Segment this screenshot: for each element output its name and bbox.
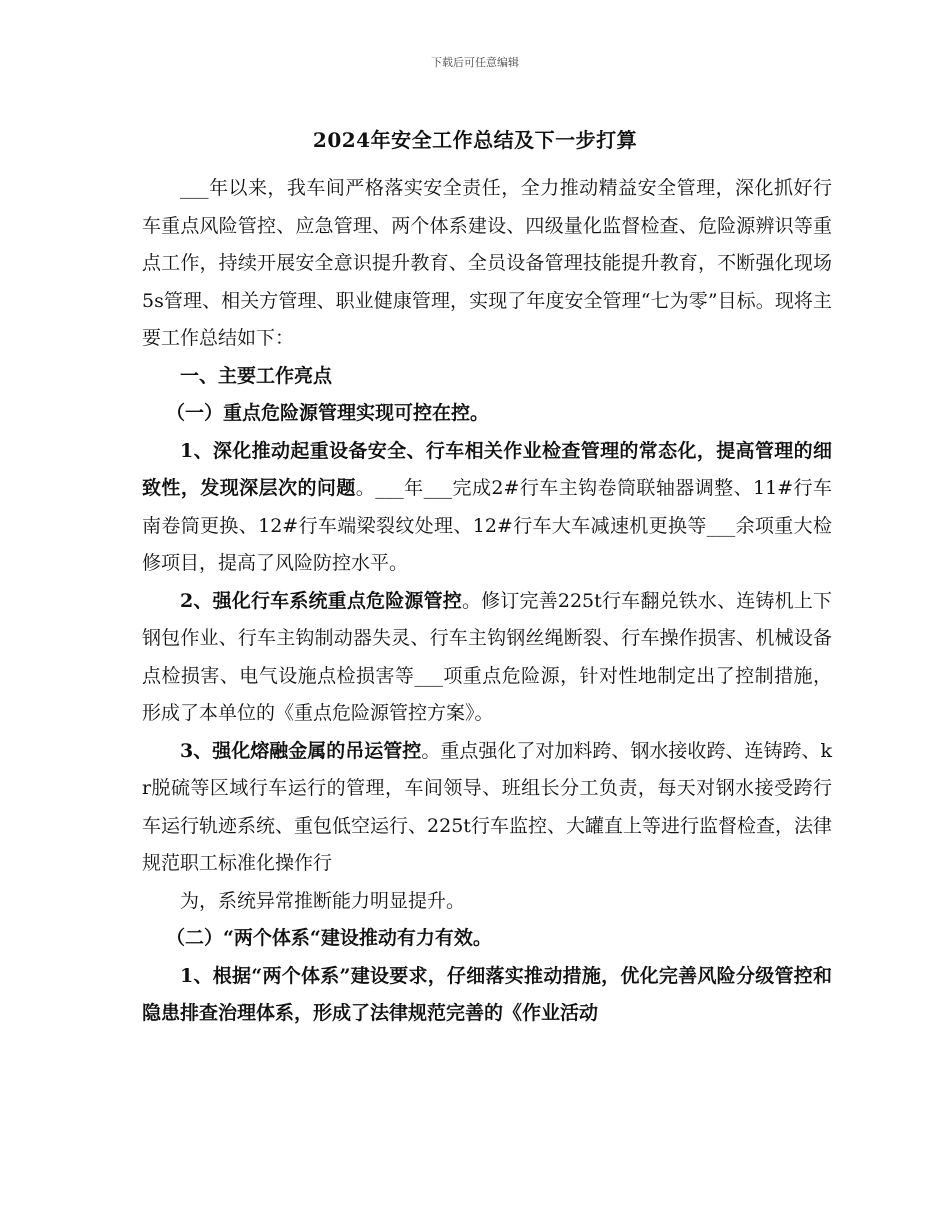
list-item [142, 583, 832, 733]
item-lead: 1、根据“两个体系”建设要求，仔细落实推动措施，优化完善风险分级管控和隐患排查治理体系，形成了法律规范完善的《作业活动 [142, 964, 832, 1024]
document-title: 2024年安全工作总结及下一步打算 [312, 128, 638, 152]
item-text: 。___年___完成2#行车主钩卷筒联轴器调整、11#行车南卷筒更换、12#行车端梁裂纹处理、12#行车大车减速机更换等___余项重大检修项目，提高了风险防控水平。 [142, 477, 832, 574]
subsection-heading: （二）“两个体系“建设推动有力有效。 [166, 927, 492, 949]
item-lead: 2、强化行车系统重点危险源管控 [180, 589, 462, 612]
continuation-line: 为，系统异常推断能力明显提升。 [180, 889, 466, 912]
section-heading: 一、主要工作亮点 [180, 364, 333, 387]
intro-paragraph: ___年以来，我车间严格落实安全责任，全力推动精益安全管理，深化抓好行车重点风险管控、应急管理、两个体系建设、四级量化监督检查、危险源辨识等重点工作，持续开展安全意识提升教育、全员设备管理技能提升教育，不断强化现场5s管理、相关方管理、职业健康管理，实现了年度安全管理“七为零”目标。现将主要工作总结如下： [142, 177, 832, 349]
document-body [142, 170, 832, 1033]
subsection-heading: （一）重点危险源管理实现可控在控。 [166, 402, 490, 424]
page-header-note: 下载后可任意编辑 [431, 56, 519, 69]
list-item [142, 733, 832, 883]
item-lead: 1、深化推动起重设备安全、行车相关作业检查管理的常态化，提高管理的细致性，发现深层次的问题 [142, 439, 832, 499]
list-item [142, 433, 832, 583]
list-item [142, 958, 832, 1033]
item-text: 。重点强化了对加料跨、钢水接收跨、连铸跨、kr脱硫等区域行车运行的管理，车间领导、班组长分工负责，每天对钢水接受跨行车运行轨迹系统、重包低空运行、225t行车监控、大罐直上等进行监督检查，法律规范职工标准化操作行 [142, 739, 832, 874]
item-lead: 3、强化熔融金属的吊运管控 [180, 739, 422, 762]
item-text: 。修订完善225t行车翻兑铁水、连铸机上下钢包作业、行车主钩制动器失灵、行车主钩钢丝绳断裂、行车操作损害、机械设备点检损害、电气设施点检损害等___项重点危险源，针对性地制定出了控制措施，形成了本单位的《重点危险源管控方案》。 [142, 589, 832, 724]
